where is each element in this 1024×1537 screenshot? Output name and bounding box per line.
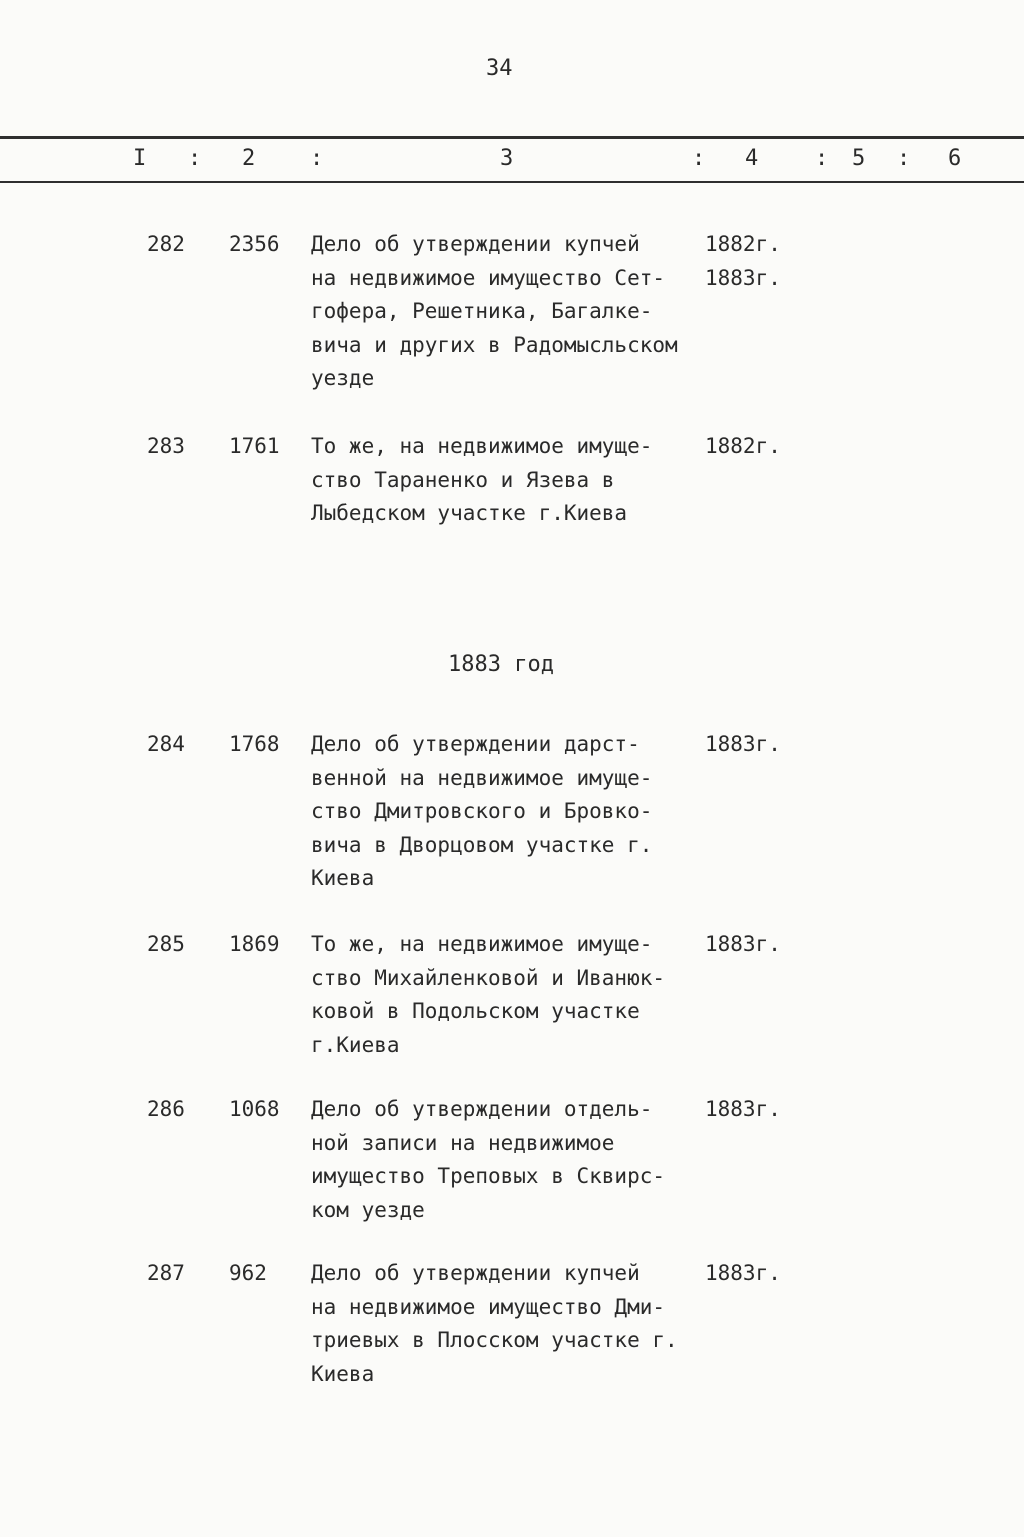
record-description: [311, 228, 711, 396]
header-rule-bottom: [0, 181, 1024, 183]
record-number: 284: [147, 732, 185, 756]
description-line: ком уезде: [311, 1197, 425, 1222]
col-header-6: 6: [948, 146, 962, 171]
description-line: вича и других в Радомысльском: [311, 332, 678, 357]
description-line: Лыбедском участке г.Киева: [311, 501, 628, 525]
description-line: Дело об утверждении купчей: [311, 232, 640, 256]
col-header-5: 5: [852, 146, 866, 171]
date-line: 1883г.: [705, 732, 781, 756]
col-separator: :: [310, 146, 324, 171]
record-dates: [705, 1093, 781, 1127]
description-line: имущество Треповых в Сквирс-: [311, 1164, 666, 1188]
description-line: Дело об утверждении отдель-: [311, 1097, 653, 1121]
record-dates: [705, 430, 781, 464]
col-separator: :: [897, 146, 911, 171]
record-description: [311, 1257, 711, 1391]
record-dates: [705, 228, 781, 295]
description-line: на недвижимое имущество Сет-: [311, 265, 666, 290]
description-line: уезде: [311, 366, 375, 390]
record-number: 286: [147, 1097, 185, 1121]
description-line: гофера, Решетника, Багалке-: [311, 299, 653, 323]
description-line: ной записи на недвижимое: [311, 1130, 615, 1155]
record-fond: 1761: [229, 434, 280, 458]
col-header-1: I: [133, 146, 147, 171]
record-number: 287: [147, 1261, 185, 1285]
description-line: ство Тараненко и Язева в: [311, 467, 615, 492]
record-number: 282: [147, 232, 185, 256]
record-fond: 1068: [229, 1097, 280, 1121]
section-heading: 1883 год: [448, 652, 554, 677]
record-fond: 1869: [229, 932, 280, 956]
col-separator: :: [188, 146, 202, 171]
record-description: [311, 728, 711, 896]
col-header-4: 4: [745, 146, 759, 171]
record-number: 285: [147, 932, 185, 956]
description-line: ковой в Подольском участке: [311, 999, 640, 1023]
description-line: триевых в Плосском участке г.: [311, 1328, 678, 1352]
header-rule-top: [0, 136, 1024, 139]
date-line: 1882г.: [705, 434, 781, 458]
col-header-3: 3: [500, 146, 514, 171]
record-dates: [705, 928, 781, 962]
date-line: 1883г.: [705, 1097, 781, 1121]
record-dates: [705, 1257, 781, 1291]
description-line: ство Дмитровского и Бровко-: [311, 799, 653, 823]
record-dates: [705, 728, 781, 762]
date-line: 1883г.: [705, 932, 781, 956]
record-description: [311, 928, 711, 1062]
col-separator: :: [692, 146, 706, 171]
record-fond: 962: [229, 1261, 267, 1285]
description-line: То же, на недвижимое имуще-: [311, 434, 653, 458]
page-number: 34: [486, 56, 513, 81]
description-line: Киева: [311, 1361, 375, 1386]
record-fond: 2356: [229, 232, 280, 256]
col-separator: :: [815, 146, 829, 171]
date-line: 1883г.: [705, 265, 781, 290]
description-line: вича в Дворцовом участке г.: [311, 832, 653, 857]
description-line: То же, на недвижимое имуще-: [311, 932, 653, 956]
description-line: ство Михайленковой и Иванюк-: [311, 965, 666, 990]
record-description: [311, 430, 711, 531]
date-line: 1883г.: [705, 1261, 781, 1285]
col-header-2: 2: [242, 146, 256, 171]
record-description: [311, 1093, 711, 1227]
description-line: Дело об утверждении дарст-: [311, 732, 640, 756]
record-fond: 1768: [229, 732, 280, 756]
description-line: венной на недвижимое имуще-: [311, 765, 653, 790]
description-line: г.Киева: [311, 1032, 400, 1057]
record-number: 283: [147, 434, 185, 458]
description-line: Киева: [311, 866, 375, 890]
description-line: на недвижимое имущество Дми-: [311, 1294, 666, 1319]
date-line: 1882г.: [705, 232, 781, 256]
description-line: Дело об утверждении купчей: [311, 1261, 640, 1285]
